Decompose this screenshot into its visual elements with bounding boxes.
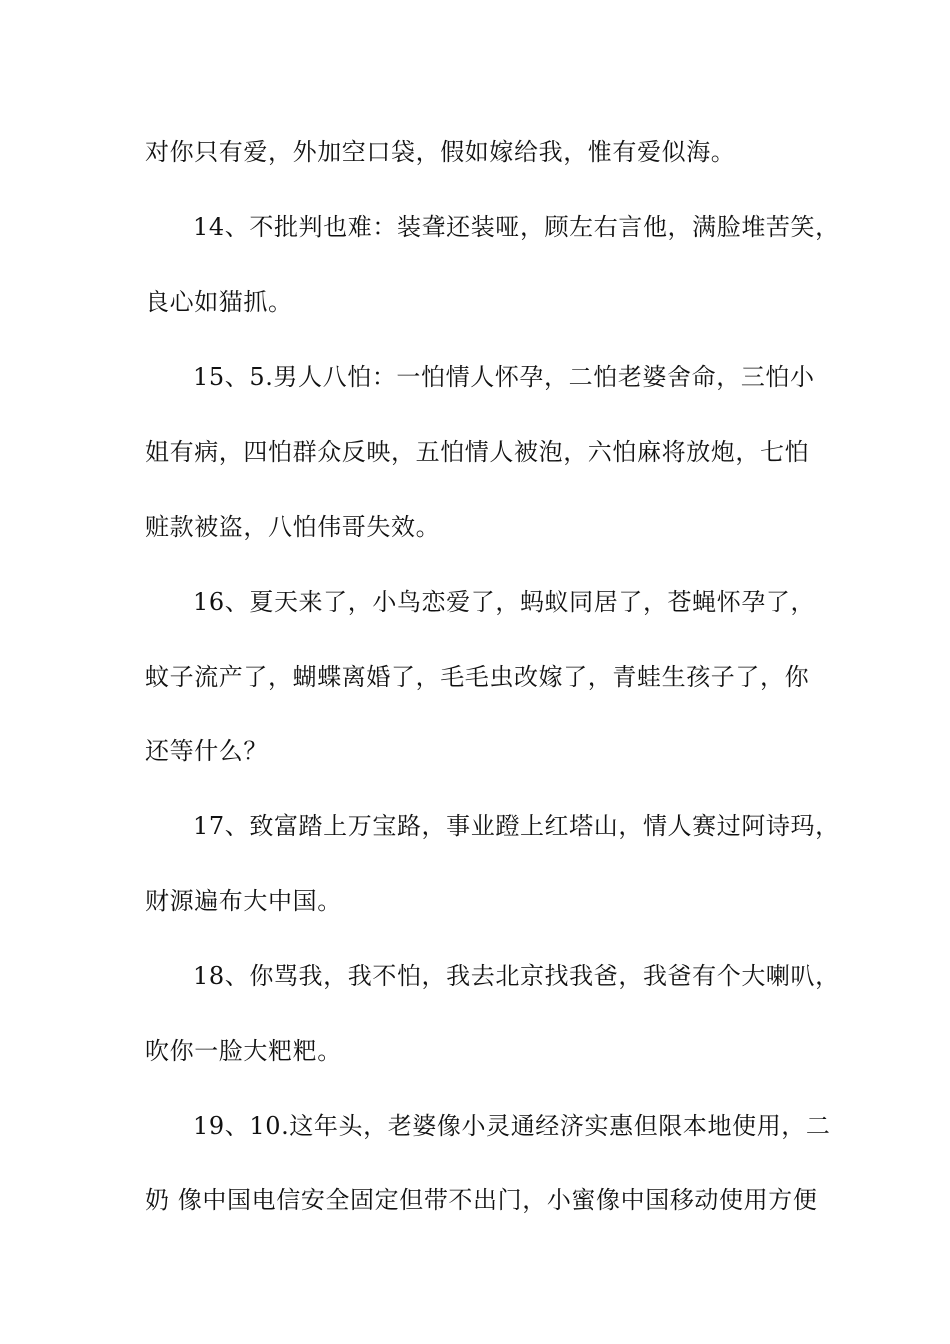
text-line: 19、10.这年头，老婆像小灵通经济实惠但限本地使用，二 [193,1112,831,1140]
text-line: 还等什么？ [145,737,268,765]
text-line: 蚊子流产了，蝴蝶离婚了，毛毛虫改嫁了，青蛙生孩子了，你 [145,663,810,691]
text-line: 良心如猫抓。 [145,288,293,316]
text-line: 财源遍布大中国。 [145,887,342,915]
text-line: 对你只有爱，外加空口袋，假如嫁给我，惟有爱似海。 [145,138,736,166]
text-line: 15、5.男人八怕：一怕情人怀孕，二怕老婆舍命，三怕小 [193,363,815,391]
text-line: 14、不批判也难：装聋还装哑，顾左右言他，满脸堆苦笑， [193,213,840,241]
text-line: 16、夏天来了，小鸟恋爱了，蚂蚁同居了，苍蝇怀孕了， [193,588,816,616]
text-line: 吹你一脸大粑粑。 [145,1037,342,1065]
text-line: 17、致富踏上万宝路，事业蹬上红塔山，情人赛过阿诗玛， [193,812,840,840]
text-line: 赃款被盗，八怕伟哥失效。 [145,513,441,541]
text-line: 奶 像中国电信安全固定但带不出门，小蜜像中国移动使用方便 [145,1186,818,1214]
text-line: 姐有病，四怕群众反映，五怕情人被泡，六怕麻将放炮，七怕 [145,438,810,466]
text-line: 18、你骂我，我不怕，我去北京找我爸，我爸有个大喇叭， [193,962,840,990]
